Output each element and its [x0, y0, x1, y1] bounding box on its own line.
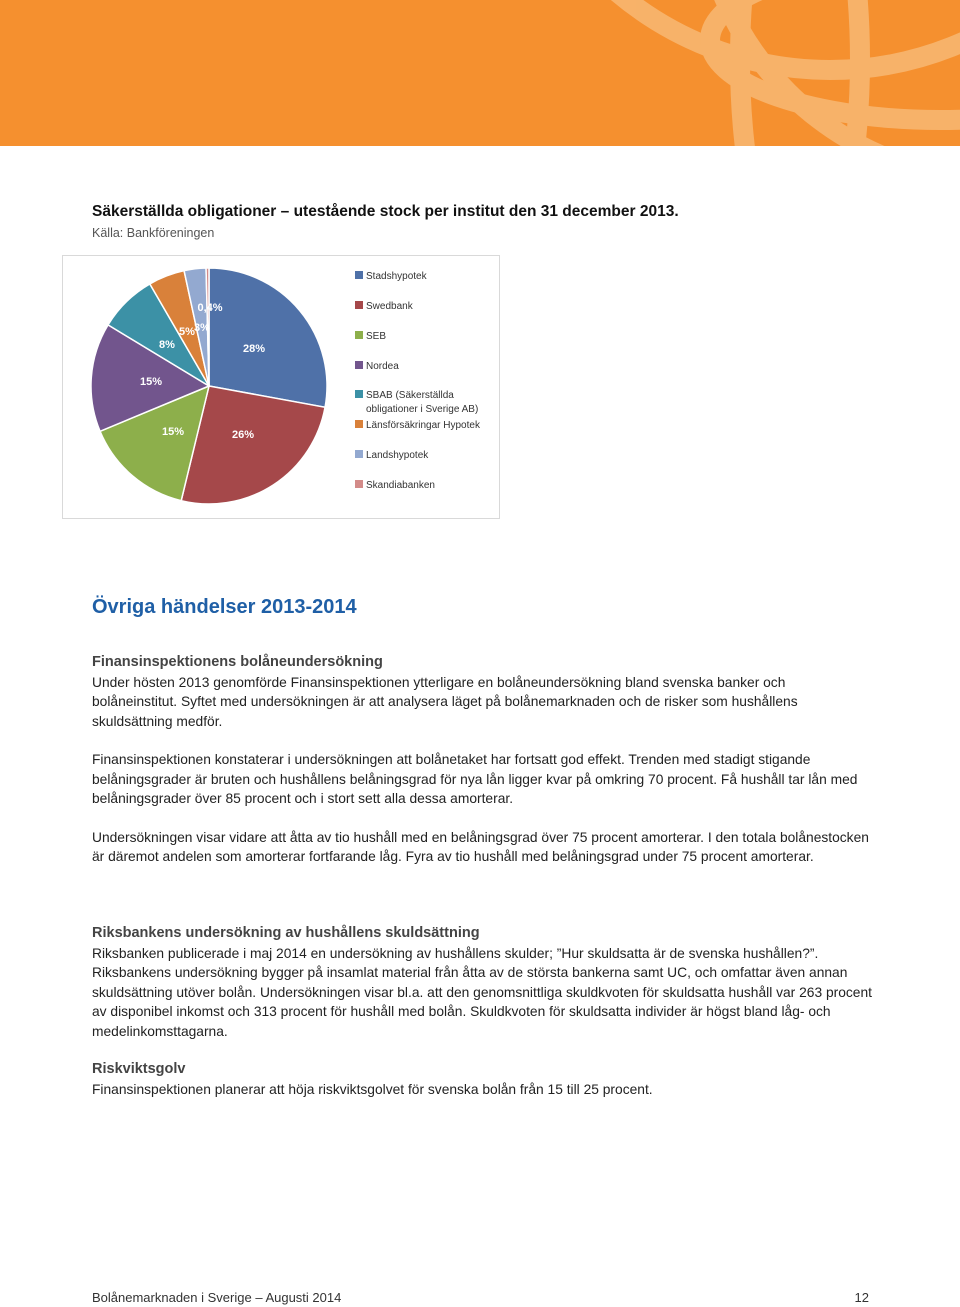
- pie-data-label: 15%: [161, 426, 185, 438]
- pie-data-label: 5%: [179, 326, 195, 338]
- pie-data-label: 8%: [159, 339, 175, 351]
- pie-data-label: 0,4%: [197, 302, 223, 314]
- header-banner: [0, 0, 960, 146]
- legend-swatch: [355, 361, 363, 369]
- riksbank-survey-block: [92, 924, 872, 1041]
- legend-swatch: [355, 420, 363, 428]
- legend-label: Swedbank: [366, 301, 413, 312]
- legend-swatch: [355, 331, 363, 339]
- fi-survey-paragraph-1: Under hösten 2013 genomförde Finansinspektionen ytterligare en bolåneundersökning bland svenska banker och bolåneinstitut. Syftet med undersökningen är att analysera läget på bolånemarknaden och de risker som hushållens skuldsättning medför.: [92, 674, 798, 729]
- legend-swatch: [355, 301, 363, 309]
- legend-label: SEB: [366, 331, 387, 342]
- page-number: 12: [854, 1290, 869, 1305]
- legend-swatch: [355, 450, 363, 458]
- chart-title: Säkerställda obligationer – utestående stock per institut den 31 december 2013.: [92, 203, 679, 220]
- pie-chart: [62, 255, 500, 519]
- legend-label: SBAB (Säkerställda: [366, 390, 454, 401]
- pie-data-label: 15%: [139, 376, 163, 388]
- pie-data-label: 28%: [242, 343, 266, 355]
- legend-label: Nordea: [366, 361, 399, 372]
- pie-data-label: 3%: [194, 322, 210, 334]
- legend-label: obligationer i Sverige AB): [366, 404, 479, 415]
- pie-slice: [209, 268, 327, 407]
- legend-label: Stadshypotek: [366, 271, 427, 282]
- legend-swatch: [355, 390, 363, 398]
- riskvikt-block: [92, 1060, 872, 1099]
- fi-survey-block: [92, 653, 872, 867]
- riskvikt-subhead: Riskviktsgolv: [92, 1061, 186, 1077]
- pie-chart-svg: [63, 256, 499, 518]
- fi-survey-paragraph-2: Finansinspektionen konstaterar i undersökningen att bolånetaket har fortsatt god effekt. Trenden med stadigt stigande belåningsgrader är bruten och hushållens belåningsgrad för nya lån ligger kvar på omkring 70 procent. Få hushåll tar lån med belåningsgrader över 85 procent och i stort sett alla dessa amorterar.: [92, 752, 858, 806]
- riksbank-survey-paragraph: Riksbanken publicerade i maj 2014 en undersökning av hushållens skulder; ”Hur skuldsatta är de svenska hushållen?”. Riksbankens undersökning bygger på insamlat material från åtta av de största bankerna samt UC, och omfattar även annan skuldsättning utöver bolån. Undersökningen visar bl.a. att den genomsnittliga skuldkvoten för skuldsatta hushåll var 263 procent av disponibel inkomst och 313 procent för hushåll med bolån. Skuldkvoten för skuldsatta individer är högst bland låg- och medelinkomsttagarna.: [92, 945, 872, 1039]
- pie-data-label: 26%: [231, 429, 255, 441]
- legend-label: Länsförsäkringar Hypotek: [366, 420, 480, 431]
- riksbank-survey-subhead: Riksbankens undersökning av hushållens skuldsättning: [92, 925, 480, 941]
- fi-survey-subhead: Finansinspektionens bolåneundersökning: [92, 654, 383, 670]
- legend-swatch: [355, 480, 363, 488]
- legend-swatch: [355, 271, 363, 279]
- section-heading: Övriga händelser 2013-2014: [92, 596, 357, 618]
- footer-title: Bolånemarknaden i Sverige – Augusti 2014: [92, 1290, 342, 1305]
- globe-arc-decoration: [0, 0, 960, 146]
- fi-survey-paragraph-3: Undersökningen visar vidare att åtta av tio hushåll med en belåningsgrad över 75 procent amorterar. I den totala bolånestocken är däremot andelen som amorterar fortfarande låg. Fyra av tio hushåll med belåningsgrad under 75 procent amorterar.: [92, 829, 869, 864]
- chart-source: Källa: Bankföreningen: [92, 226, 215, 240]
- legend-label: Skandiabanken: [366, 480, 435, 491]
- riskvikt-paragraph: Finansinspektionen planerar att höja riskviktsgolvet för svenska bolån från 15 till 25 procent.: [92, 1081, 653, 1097]
- legend-label: Landshypotek: [366, 450, 429, 461]
